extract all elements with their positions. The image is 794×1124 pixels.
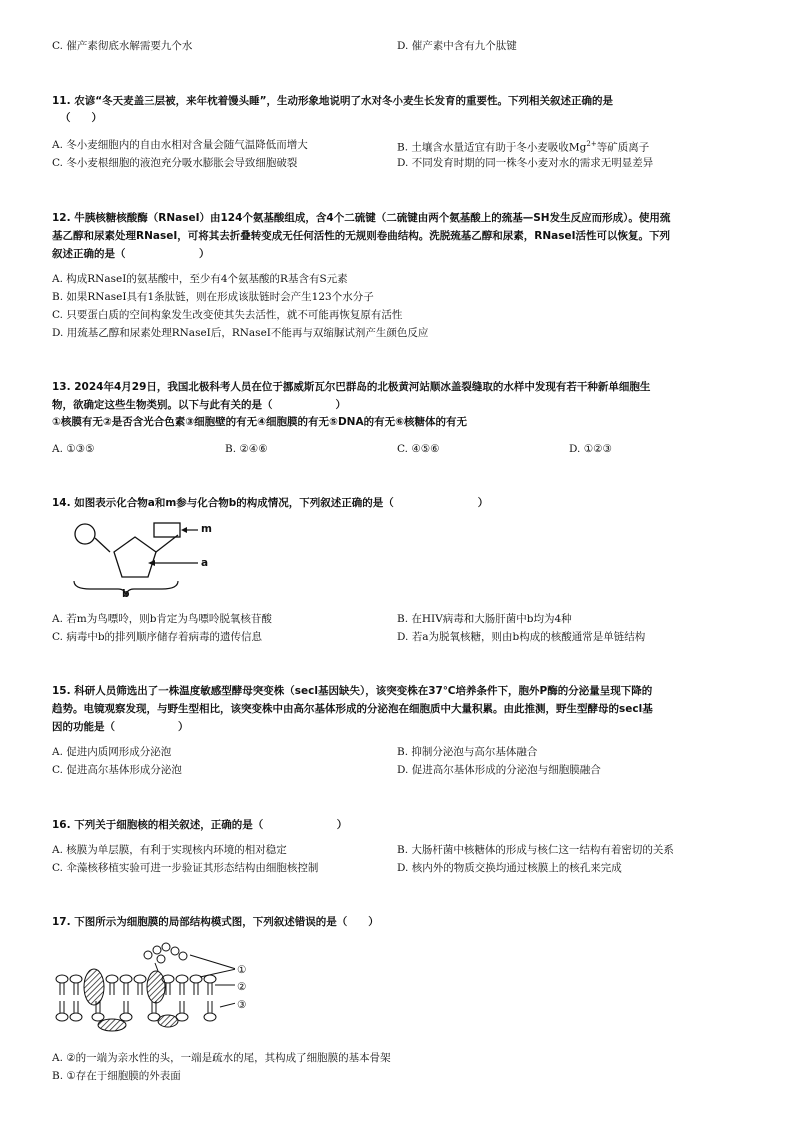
prev-option-d: D. 催产素中含有九个肽键 xyxy=(397,40,517,52)
q13-option-a: A. ①③⑤ xyxy=(52,443,95,455)
q15-option-c: C. 促进高尔基体形成分泌泡 xyxy=(52,764,182,776)
q17-label-2: ② xyxy=(237,981,247,993)
q17-option-a: A. ②的一端为亲水性的头，一端是疏水的尾，其构成了细胞膜的基本骨架 xyxy=(52,1052,391,1064)
q17-label-1: ① xyxy=(237,964,247,976)
q11-option-a: A. 冬小麦细胞内的自由水相对含量会随气温降低而增大 xyxy=(52,139,308,151)
q12-stem-line1: 12. 牛胰核糖核酸酶（RNaseI）由124个氨基酸组成，含4个二硫键（二硫键由两个氨基酸上的巯基—SH发生反应而形成）。使用巯 xyxy=(52,212,671,224)
q16-option-c: C. 伞藻核移植实验可进一步验证其形态结构由细胞核控制 xyxy=(52,862,319,874)
q15-stem-line1: 15. 科研人员筛选出了一株温度敏感型酵母突变株（secl基因缺失），该突变株在37℃培养条件下，胞外P酶的分泌量呈现下降的 xyxy=(52,685,653,697)
q14-label-b: b xyxy=(122,588,130,600)
q11-stem-line2: （ ） xyxy=(60,112,102,124)
q17-option-b: B. ①存在于细胞膜的外表面 xyxy=(52,1070,181,1082)
q13-stem-line3: ①核膜有无②是否含光合色素③细胞壁的有无④细胞膜的有无⑤DNA的有无⑥核糖体的有无 xyxy=(52,416,467,428)
q15-stem-line2: 趋势。电镜观察发现，与野生型相比，该突变株中由高尔基体形成的分泌泡在细胞质中大量积累。由此推测，野生型酵母的secl基 xyxy=(52,703,653,715)
prev-option-c: C. 催产素彻底水解需要九个水 xyxy=(52,40,193,52)
q13-stem-line1: 13. 2024年4月29日，我国北极科考人员在位于挪威斯瓦尔巴群岛的北极黄河站顺冰盖裂缝取的水样中发现有若干种新单细胞生 xyxy=(52,381,651,393)
q13-stem-line2: 物，欲确定这些生物类别。以下与此有关的是（ ） xyxy=(52,399,346,411)
q11-option-d: D. 不同发育时期的同一株冬小麦对水的需求无明显差异 xyxy=(397,157,654,169)
q12-option-d: D. 用巯基乙醇和尿素处理RNaseI后，RNaseI不能再与双缩脲试剂产生颜色反应 xyxy=(52,327,429,339)
q12-stem-line3: 叙述正确的是（ ） xyxy=(52,248,210,260)
q16-option-d: D. 核内外的物质交换均通过核膜上的核孔来完成 xyxy=(397,862,622,874)
q15-stem-line3: 因的功能是（ ） xyxy=(52,721,189,733)
q14-option-c: C. 病毒中b的排列顺序储存着病毒的遗传信息 xyxy=(52,631,263,643)
q12-option-a: A. 构成RNaseI的氨基酸中，至少有4个氨基酸的R基含有S元素 xyxy=(52,273,348,285)
q12-option-b: B. 如果RNaseI具有1条肽链，则在形成该肽链时会产生123个水分子 xyxy=(52,291,374,303)
q17-label-3: ③ xyxy=(237,999,247,1011)
q11-stem-line1: 11. 农谚“冬天麦盖三层被，来年枕着馒头睡”，生动形象地说明了水对冬小麦生长发育的重要性。下列相关叙述正确的是 xyxy=(52,95,614,107)
q14-label-m: m xyxy=(201,523,212,535)
q15-option-b: B. 抑制分泌泡与高尔基体融合 xyxy=(397,746,538,758)
q14-stem: 14. 如图表示化合物a和m参与化合物b的构成情况，下列叙述正确的是（ ） xyxy=(52,497,489,509)
q13-option-b: B. ②④⑥ xyxy=(225,443,268,455)
q14-label-a: a xyxy=(201,557,209,569)
q12-stem-line2: 基乙醇和尿素处理RNaseI，可将其去折叠转变成无任何活性的无规则卷曲结构。洗脱巯基乙醇和尿素，RNaseI活性可以恢复。下列 xyxy=(52,230,670,242)
q13-option-d: D. ①②③ xyxy=(569,443,612,455)
q16-option-a: A. 核膜为单层膜，有利于实现核内环境的相对稳定 xyxy=(52,844,287,856)
q15-option-a: A. 促进内质网形成分泌泡 xyxy=(52,746,172,758)
q17-stem: 17. 下图所示为细胞膜的局部结构模式图，下列叙述错误的是（ ） xyxy=(52,916,379,928)
q14-option-b: B. 在HIV病毒和大肠肝菌中b均为4种 xyxy=(397,613,572,625)
q15-option-d: D. 促进高尔基体形成的分泌泡与细胞膜融合 xyxy=(397,764,601,776)
q12-option-c: C. 只要蛋白质的空间构象发生改变使其失去活性，就不可能再恢复原有活性 xyxy=(52,309,403,321)
cell-membrane-diagram xyxy=(50,937,235,1037)
q16-option-b: B. 大肠杆菌中核糖体的形成与核仁这一结构有着密切的关系 xyxy=(397,844,674,856)
q14-option-d: D. 若a为脱氧核糖，则由b构成的核酸通常是单链结构 xyxy=(397,631,646,643)
q11-option-c: C. 冬小麦根细胞的液泡充分吸水膨胀会导致细胞破裂 xyxy=(52,157,298,169)
q13-option-c: C. ④⑤⑥ xyxy=(397,443,440,455)
q11-option-b: B. 土壤含水量适宜有助于冬小麦吸收$Mg^{2+}$等矿质离子 xyxy=(397,140,650,154)
q16-stem: 16. 下列关于细胞核的相关叙述，正确的是（ ） xyxy=(52,819,348,831)
q14-option-a: A. 若m为鸟嘌呤，则b肯定为鸟嘌呤脱氧核苷酸 xyxy=(52,613,272,625)
